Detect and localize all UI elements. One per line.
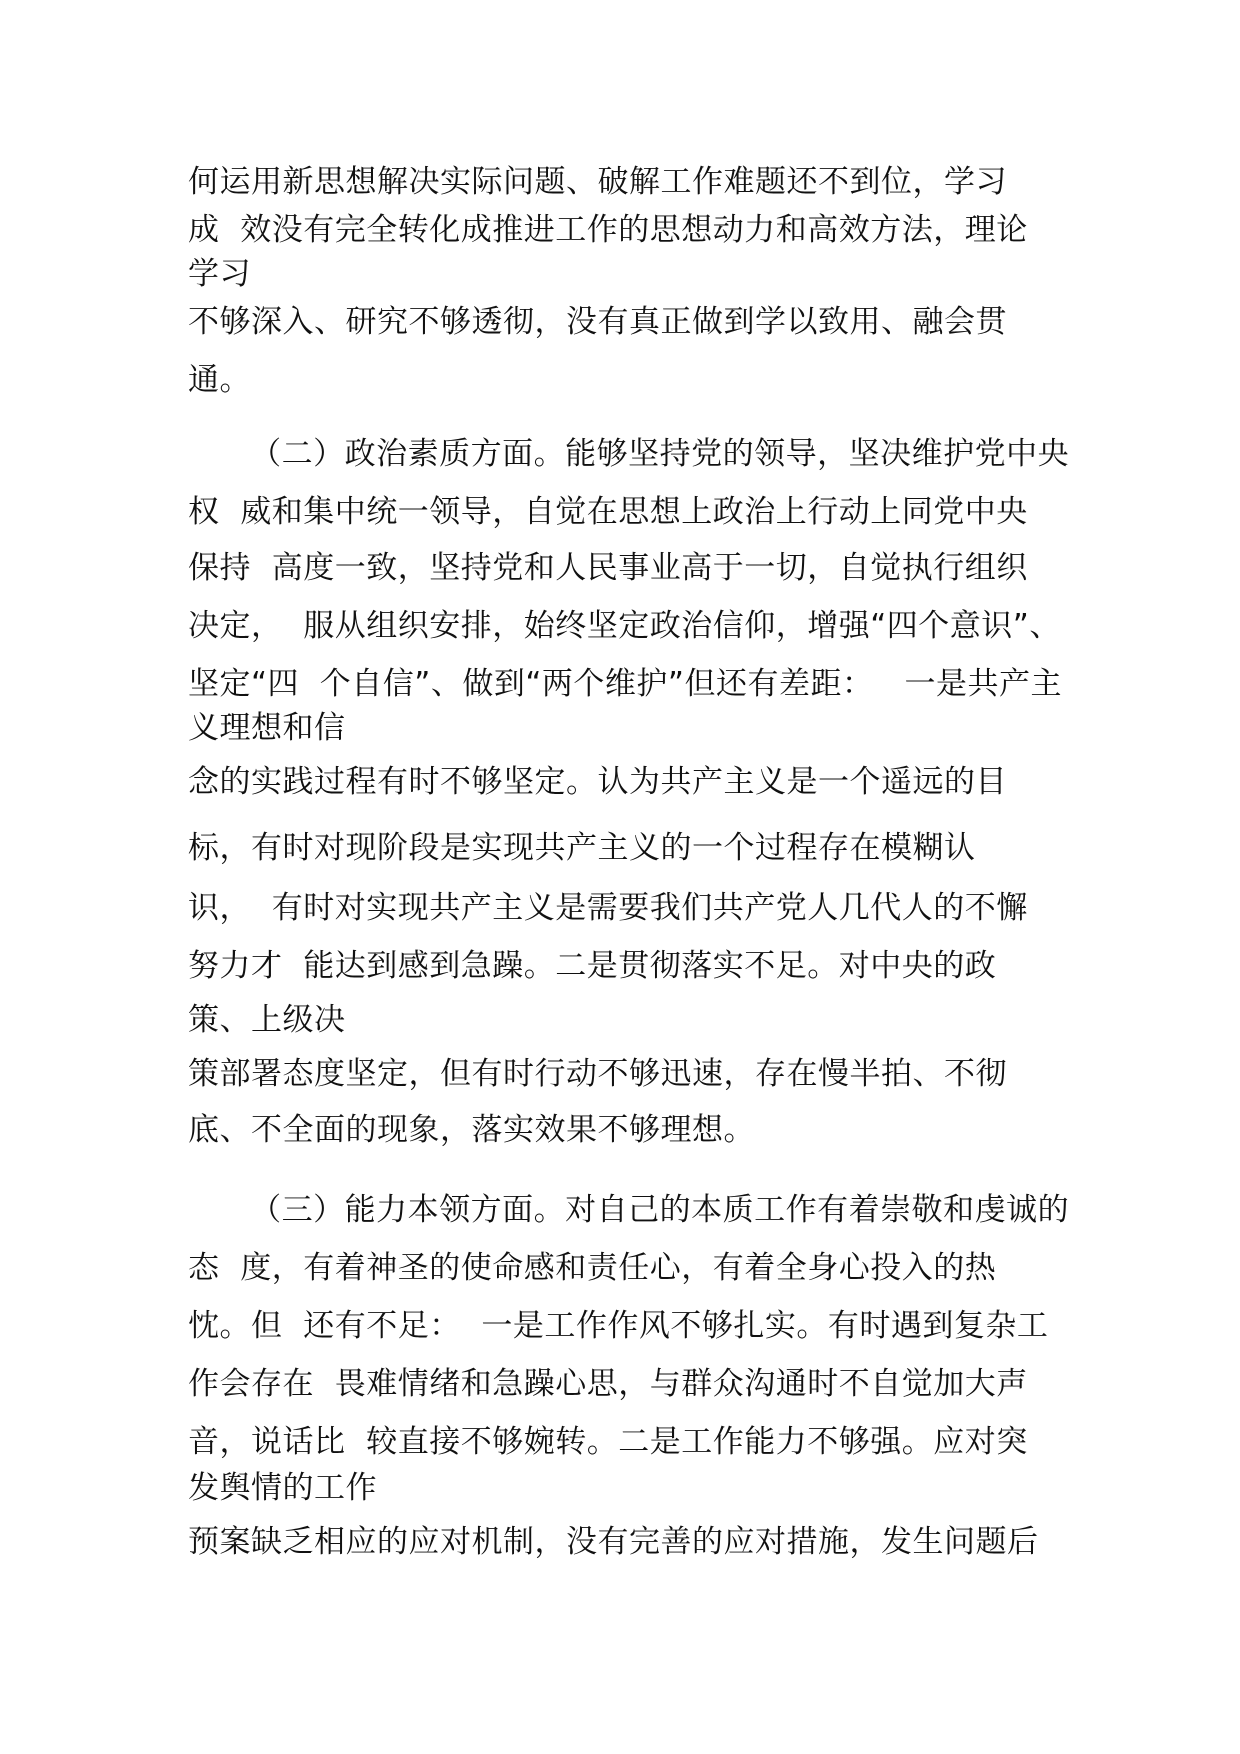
text-line: 保持 高度一致，坚持党和人民事业高于一切，自觉执行组织 <box>188 550 1028 586</box>
text-line: 态 度，有着神圣的使命感和责任心，有着全身心投入的热 <box>188 1250 997 1286</box>
text-line: 音，说话比 较直接不够婉转。二是工作能力不够强。应对突 <box>188 1424 1028 1460</box>
text-line: 底、不全面的现象，落实效果不够理想。 <box>188 1112 755 1148</box>
text-line: 不够深入、研究不够透彻，没有真正做到学以致用、融会贯 <box>188 304 1007 340</box>
text-line: 学习 <box>188 256 251 292</box>
text-line: 权 威和集中统一领导，自觉在思想上政治上行动上同党中央 <box>188 494 1028 530</box>
text-line: 坚定“四 个自信”、做到“两个维护”但还有差距： 一是共产主 <box>188 666 1063 702</box>
text-line: 成 效没有完全转化成推进工作的思想动力和高效方法，理论 <box>188 212 1028 248</box>
text-line: 决定， 服从组织安排，始终坚定政治信仰，增强“四个意识”、 <box>188 608 1061 644</box>
text-line: 识， 有时对实现共产主义是需要我们共产党人几代人的不懈 <box>188 890 1028 926</box>
text-line: （三）能力本领方面。对自己的本质工作有着崇敬和虔诚的 <box>188 1192 1070 1228</box>
text-line: 通。 <box>188 362 251 398</box>
text-line: 发舆情的工作 <box>188 1470 377 1506</box>
text-line: 策部署态度坚定，但有时行动不够迅速，存在慢半拍、不彻 <box>188 1056 1007 1092</box>
text-line: 作会存在 畏难情绪和急躁心思，与群众沟通时不自觉加大声 <box>188 1366 1028 1402</box>
text-line: 念的实践过程有时不够坚定。认为共产主义是一个遥远的目 <box>188 764 1007 800</box>
text-line: （二）政治素质方面。能够坚持党的领导，坚决维护党中央 <box>188 436 1070 472</box>
text-line: 忱。但 还有不足： 一是工作作风不够扎实。有时遇到复杂工 <box>188 1308 1049 1344</box>
text-line: 标，有时对现阶段是实现共产主义的一个过程存在模糊认 <box>188 830 976 866</box>
text-line: 何运用新思想解决实际问题、破解工作难题还不到位，学习 <box>188 164 1007 200</box>
text-line: 义理想和信 <box>188 710 346 746</box>
text-line: 预案缺乏相应的应对机制，没有完善的应对措施，发生问题后 <box>188 1524 1039 1560</box>
text-line: 努力才 能达到感到急躁。二是贯彻落实不足。对中央的政 <box>188 948 997 984</box>
text-line: 策、上级决 <box>188 1002 346 1038</box>
